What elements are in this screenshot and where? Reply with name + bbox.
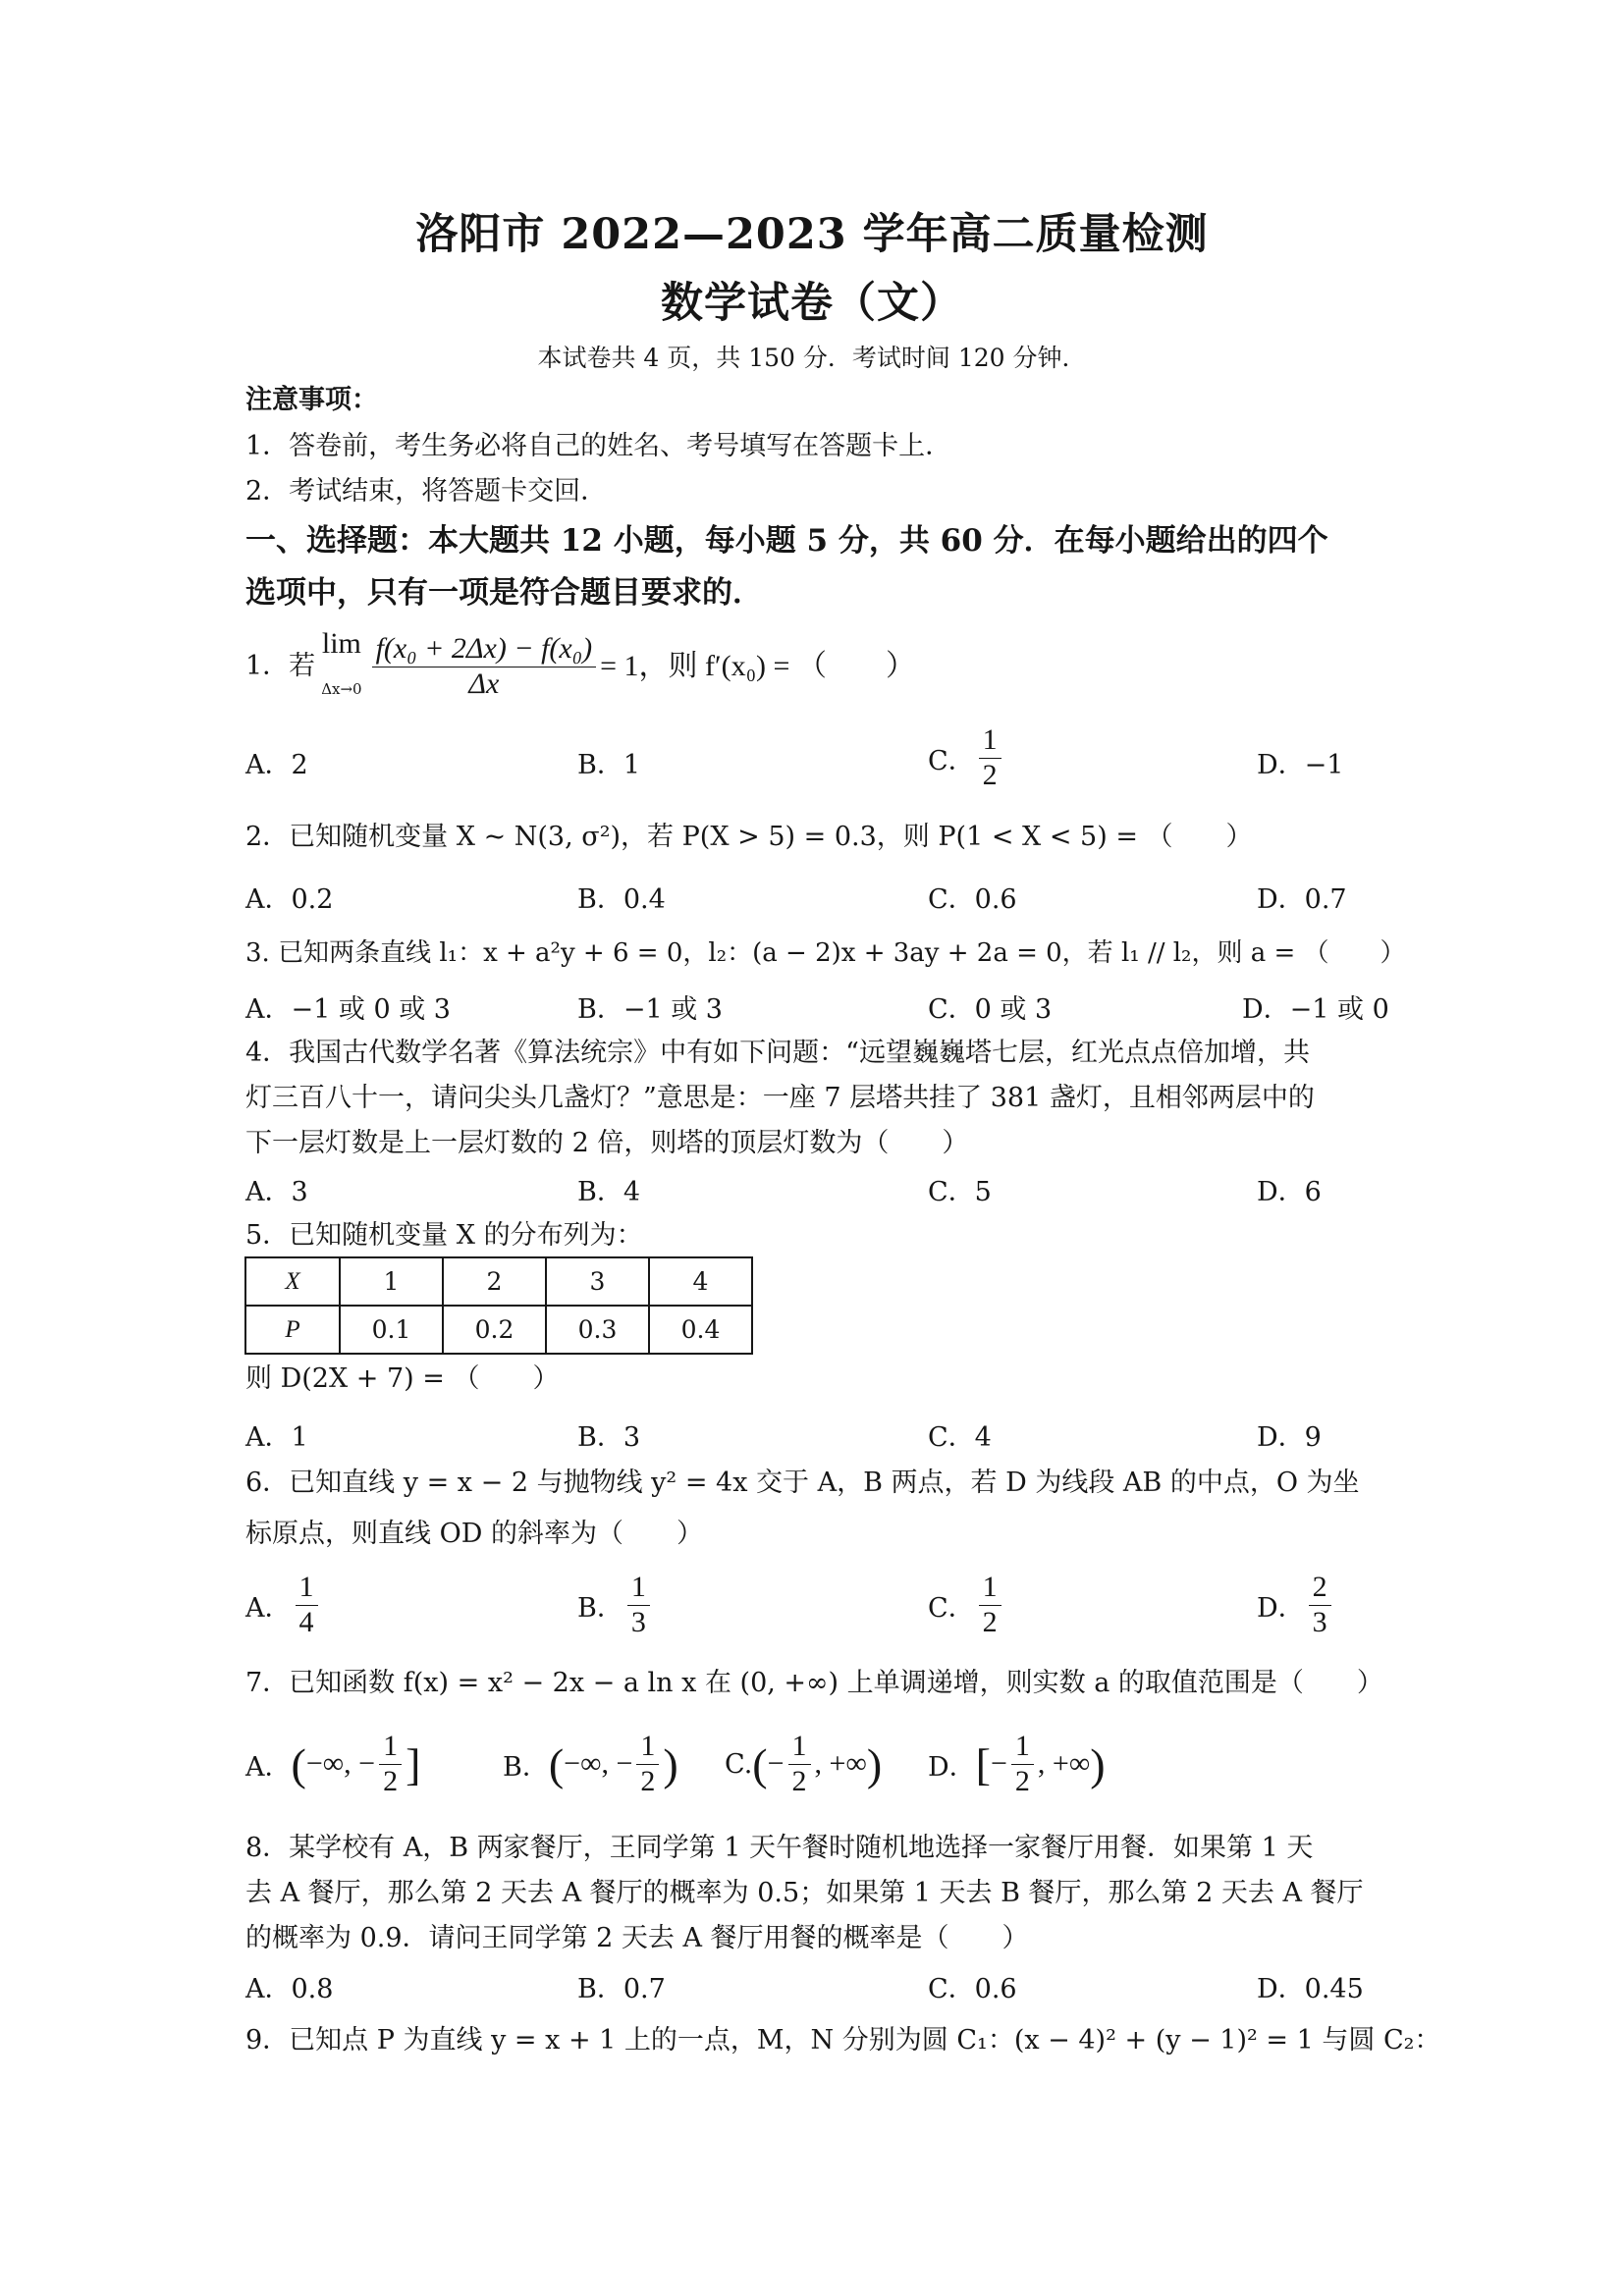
option-c [928, 1571, 1005, 1639]
option-d [928, 1730, 1106, 1798]
fraction-denominator: 2 [383, 1764, 399, 1797]
question-2: 2．已知随机变量 X ~ N(3, σ²)，若 P(X > 5) = 0.3，则 P(1 < X < 5) = （ ） [245, 822, 1253, 852]
section-heading: 一、选择题：本大题共 12 小题，每小题 5 分，共 60 分．在每小题给出的四个 [245, 523, 1328, 559]
option-b: B．1 [577, 750, 641, 780]
table-cell: 2 [443, 1257, 546, 1306]
question-5-ask: 则 D(2X + 7) = （ ） [245, 1363, 560, 1394]
option-a [245, 1730, 420, 1798]
page-title: 洛阳市 2022—2023 学年高二质量检测 [415, 210, 1209, 259]
question-8-line: 的概率为 0.9．请问王同学第 2 天去 A 餐厅用餐的概率是（ ） [245, 1923, 1029, 1953]
option-b: B．0.7 [577, 1974, 666, 2004]
option-b: B．−1 或 3 [577, 994, 723, 1025]
fraction-numerator: f(x₀ + 2Δx) − f(x₀) [372, 632, 597, 667]
option-c: C．0.6 [928, 1974, 1017, 2004]
option-b [503, 1730, 678, 1798]
question-3: 3. 已知两条直线 l₁：x + a²y + 6 = 0，l₂：(a − 2)x + 3ay + 2a = 0，若 l₁ // l₂，则 a = （ ） [245, 938, 1406, 968]
interval-text: −∞, − [564, 1747, 633, 1780]
option-label: C． [928, 745, 975, 776]
fraction-denominator: 4 [298, 1605, 314, 1638]
bracket: ( [752, 1738, 768, 1789]
q1-fraction [372, 632, 597, 701]
question-6-line: 标原点，则直线 OD 的斜率为（ ） [245, 1519, 703, 1549]
table-cell: 0.1 [340, 1306, 443, 1354]
fraction-numerator: 1 [627, 1571, 650, 1606]
option-d: D．9 [1257, 1422, 1322, 1453]
option-label: A． [245, 1751, 292, 1783]
option-label: D． [1257, 1592, 1305, 1624]
fraction-denominator: 2 [1014, 1764, 1030, 1797]
notice-heading: 注意事项： [245, 385, 378, 415]
fraction-denominator: 2 [791, 1764, 807, 1797]
option-label: C. [725, 1748, 753, 1780]
fraction-denominator: 2 [982, 758, 998, 791]
option-d [1257, 1571, 1335, 1639]
bracket: [ [975, 1738, 991, 1789]
option-c [928, 723, 1005, 792]
table-cell: 4 [649, 1257, 752, 1306]
option-fraction [296, 1571, 318, 1639]
page-subtitle: 数学试卷（文） [661, 279, 963, 328]
option-label: B． [577, 1592, 623, 1624]
fraction-denominator: 2 [640, 1764, 656, 1797]
option-label: C． [928, 1592, 975, 1624]
fraction-denominator: 2 [982, 1605, 998, 1638]
option-a [245, 1571, 322, 1639]
option-label: B． [503, 1751, 549, 1783]
option-a: A．0.2 [245, 884, 334, 915]
option-c [725, 1730, 882, 1798]
fraction-numerator: 1 [296, 1571, 318, 1606]
option-b: B．0.4 [577, 884, 666, 915]
question-8-line: 去 A 餐厅，那么第 2 天去 A 餐厅的概率为 0.5；如果第 1 天去 B 餐厅，那么第 2 天去 A 餐厅 [245, 1878, 1364, 1908]
option-fraction [636, 1730, 659, 1798]
option-c: C．0.6 [928, 884, 1017, 915]
table-row [245, 1306, 752, 1354]
table-cell: 0.3 [546, 1306, 649, 1354]
question-4-line: 4．我国古代数学名著《算法统宗》中有如下问题：“远望巍巍塔七层，红光点点倍加增，共 [245, 1038, 1310, 1068]
table-cell: 1 [340, 1257, 443, 1306]
question-6-line: 6．已知直线 y = x − 2 与抛物线 y² = 4x 交于 A，B 两点，若 D 为线段 AB 的中点，O 为坐 [245, 1468, 1360, 1498]
table-cell: P [245, 1306, 340, 1354]
distribution-table [244, 1256, 753, 1355]
option-b: B．3 [577, 1422, 641, 1453]
fraction-numerator: 1 [1011, 1730, 1034, 1765]
option-fraction [979, 723, 1001, 792]
fraction-numerator: 1 [979, 1571, 1001, 1606]
exam-info: 本试卷共 4 页，共 150 分．考试时间 120 分钟． [537, 344, 1087, 372]
table-cell: 0.4 [649, 1306, 752, 1354]
option-fraction [1309, 1571, 1331, 1639]
bracket: ] [406, 1738, 421, 1789]
fraction-numerator: 1 [979, 723, 1001, 759]
option-a: A．0.8 [245, 1974, 334, 2004]
option-d: D．6 [1257, 1177, 1322, 1207]
option-label: D． [928, 1751, 976, 1783]
question-4-line: 灯三百八十一，请问尖头几盏灯？”意思是：一座 7 层塔共挂了 381 盏灯，且相邻两层中的 [245, 1083, 1315, 1113]
option-c: C．0 或 3 [928, 994, 1053, 1025]
option-c: C．5 [928, 1177, 992, 1207]
bracket: ( [548, 1738, 565, 1789]
notice-item: 2．考试结束，将答题卡交回． [245, 476, 608, 507]
interval-text: −∞, − [305, 1747, 376, 1780]
interval-text: , +∞ [1037, 1747, 1091, 1780]
option-b [577, 1571, 654, 1639]
option-fraction [1011, 1730, 1034, 1798]
section-heading-cont: 选项中，只有一项是符合题目要求的． [245, 575, 763, 611]
interval-text: − [990, 1747, 1007, 1780]
option-a: A．2 [245, 750, 308, 780]
fraction-denominator: 3 [1312, 1605, 1327, 1638]
interval-text: − [767, 1747, 785, 1780]
question-8-line: 8．某学校有 A，B 两家餐厅，王同学第 1 天午餐时随机地选择一家餐厅用餐．如果第 1 天 [245, 1833, 1314, 1863]
fraction-numerator: 1 [379, 1730, 402, 1765]
limit-symbol: lim [321, 627, 361, 660]
option-fraction [379, 1730, 402, 1798]
option-label: A． [245, 1592, 292, 1624]
limit-subscript: Δx→0 [321, 680, 362, 698]
interval-text: , +∞ [814, 1747, 867, 1780]
question-4-line: 下一层灯数是上一层灯数的 2 倍，则塔的顶层灯数为（ ） [245, 1128, 969, 1158]
question-5: 5．已知随机变量 X 的分布列为： [245, 1220, 643, 1251]
option-fraction [979, 1571, 1001, 1639]
option-a: A．−1 或 0 或 3 [245, 994, 451, 1025]
q1-number: 1．若 [245, 651, 316, 681]
question-7: 7．已知函数 f(x) = x² − 2x − a ln x 在 (0, +∞) 上单调递增，则实数 a 的取值范围是（ ） [245, 1668, 1383, 1698]
option-c: C．4 [928, 1422, 992, 1453]
fraction-denominator: 3 [630, 1605, 646, 1638]
q1-limit [321, 621, 361, 712]
question-1 [245, 621, 915, 712]
option-d: D．0.45 [1257, 1974, 1364, 2004]
option-b: B．4 [577, 1177, 641, 1207]
option-d: D．−1 [1257, 750, 1344, 780]
q1-tail: = 1，则 f′(x₀) = （ ） [600, 650, 915, 682]
fraction-numerator: 2 [1309, 1571, 1331, 1606]
bracket: ) [1090, 1738, 1106, 1789]
table-cell: 0.2 [443, 1306, 546, 1354]
table-row [245, 1257, 752, 1306]
table-cell: 3 [546, 1257, 649, 1306]
fraction-denominator: Δx [468, 667, 500, 700]
question-9: 9．已知点 P 为直线 y = x + 1 上的一点，M，N 分别为圆 C₁：(x − 4)² + (y − 1)² = 1 与圆 C₂： [245, 2025, 1441, 2056]
notice-item: 1．答卷前，考生务必将自己的姓名、考号填写在答题卡上． [245, 431, 952, 461]
fraction-numerator: 1 [788, 1730, 811, 1765]
option-d: D．0.7 [1257, 884, 1347, 915]
option-fraction [627, 1571, 650, 1639]
option-a: A．3 [245, 1177, 308, 1207]
fraction-numerator: 1 [636, 1730, 659, 1765]
option-fraction [788, 1730, 811, 1798]
bracket: ) [663, 1738, 678, 1789]
option-d: D．−1 或 0 [1242, 994, 1389, 1025]
bracket: ) [866, 1738, 883, 1789]
option-a: A．1 [245, 1422, 308, 1453]
bracket: ( [291, 1738, 306, 1789]
table-cell: X [245, 1257, 340, 1306]
